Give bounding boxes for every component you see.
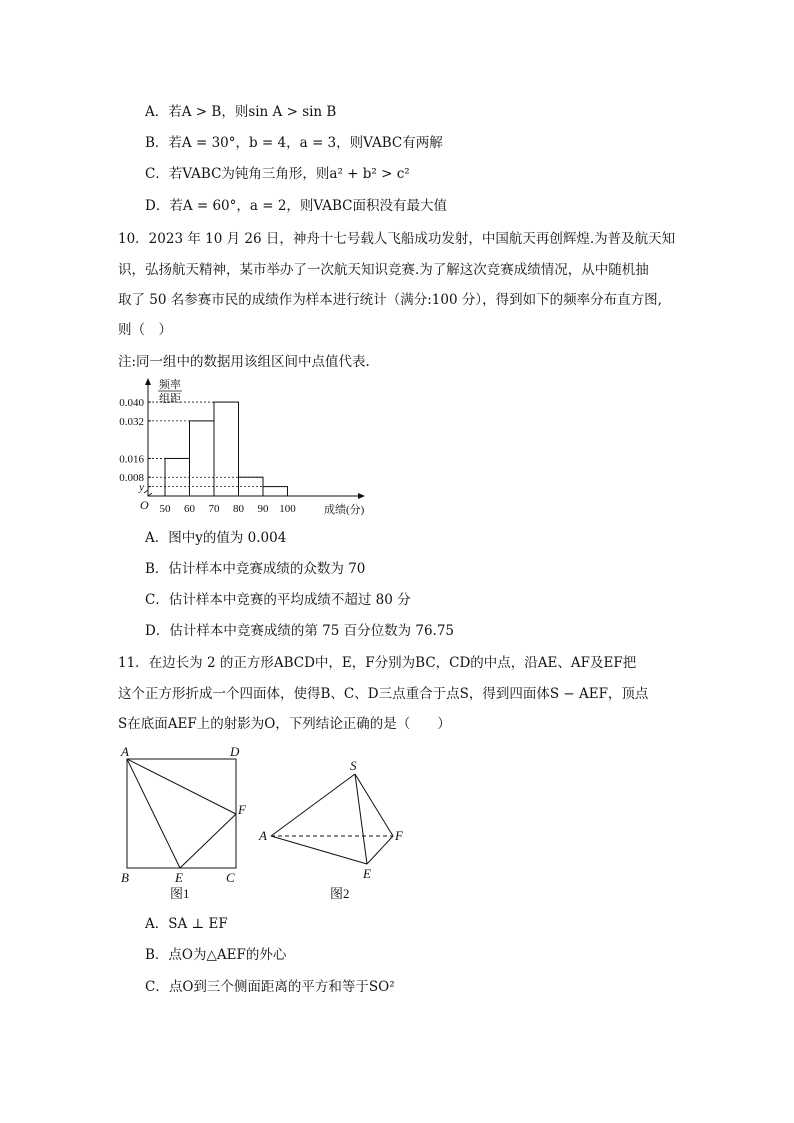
q10-stem-line1: 10．2023 年 10 月 26 日，神舟十七号载人飞船成功发射，中国航天再创辉煌.为普及航天知 [118,231,676,247]
edge-sa [271,774,355,836]
segment-af [127,759,236,814]
y-tick-label: y [139,481,144,494]
y-label-top: 频率 [159,379,181,391]
y-tick-label: 0.040 [119,397,144,410]
label-f2: F [395,828,403,843]
y-tick-label: 0.008 [119,472,144,485]
q10-stem-line4: 则（ ） [118,322,172,338]
label-e2: E [363,866,371,881]
histogram-bar [214,402,239,496]
q10-note: 注:同一组中的数据用该组区间中点值代表. [118,354,370,370]
histogram-bar [239,477,264,496]
q11-option-c: C．点O到三个侧面距离的平方和等于SO² [145,979,395,995]
edge-ef [367,836,393,864]
figure1-square [114,742,259,902]
edge-ae [271,836,367,864]
q10-stem-line2: 识，弘扬航天精神，某市举办了一次航天知识竞赛.为了解这次竞赛成绩情况，从中随机抽 [118,262,649,278]
origin-label: O [140,498,149,512]
q10-option-d: D．估计样本中竞赛成绩的第 75 百分位数为 76.75 [145,623,455,639]
q10-option-c: C．估计样本中竞赛的平均成绩不超过 80 分 [145,592,411,608]
q11-option-a: A．SA ⊥ EF [145,916,228,932]
frequency-histogram [110,376,380,521]
figure2-caption: 图2 [330,886,350,901]
edge-se [355,774,367,864]
label-c: C [226,870,235,885]
label-b: B [121,870,129,885]
histogram-bar [263,487,288,496]
figure1-caption: 图1 [170,886,190,901]
y-axis-arrow [145,378,151,385]
histogram-bar [190,421,215,496]
x-tick-label: 50 [159,503,171,515]
q9-option-b: B．若A = 30°，b = 4，a = 3，则VABC有两解 [145,135,443,151]
segment-ae [127,759,180,868]
x-axis-arrow [358,493,365,499]
label-a2: A [259,828,267,843]
label-a: A [121,744,129,759]
square-abcd [127,759,236,868]
x-tick-label: 60 [184,503,195,515]
edge-sf [355,774,393,836]
q10-stem-line3: 取了 50 名参赛市民的成绩作为样本进行统计（满分:100 分），得到如下的频率分布直方图, [118,292,662,308]
q11-option-b: B．点O为△AEF的外心 [145,947,287,963]
x-tick-label: 100 [279,503,296,515]
x-tick-label: 70 [208,503,220,515]
label-s: S [350,758,357,773]
segment-ef [180,814,236,868]
figure2-tetrahedron [255,756,415,902]
y-tick-label: 0.016 [119,453,144,466]
q11-stem-line1: 11．在边长为 2 的正方形ABCD中，E，F分别为BC，CD的中点，沿AE、AF及EF把 [118,655,637,671]
q10-option-b: B．估计样本中竞赛成绩的众数为 70 [145,561,366,577]
y-tick-label: 0.032 [119,415,144,428]
q9-option-a: A．若A > B，则sin A > sin B [145,104,337,120]
q9-option-d: D．若A = 60°，a = 2，则VABC面积没有最大值 [145,198,448,214]
x-tick-label: 80 [233,503,244,515]
label-e: E [175,870,183,885]
y-label-bottom: 组距 [159,393,181,405]
x-tick-label: 90 [257,503,269,515]
label-d: D [230,744,240,759]
axis-break [144,490,152,496]
q10-option-a: A．图中y的值为 0.004 [145,530,287,546]
q11-stem-line3: S在底面AEF上的射影为O，下列结论正确的是（ ） [118,716,451,732]
q9-option-c: C．若VABC为钝角三角形，则a² + b² > c² [145,166,410,182]
label-f: F [238,802,246,817]
x-axis-label: 成绩(分) [324,504,365,516]
q11-stem-line2: 这个正方形折成一个四面体，使得B、C、D三点重合于点S，得到四面体S − AEF，顶点 [118,686,649,702]
